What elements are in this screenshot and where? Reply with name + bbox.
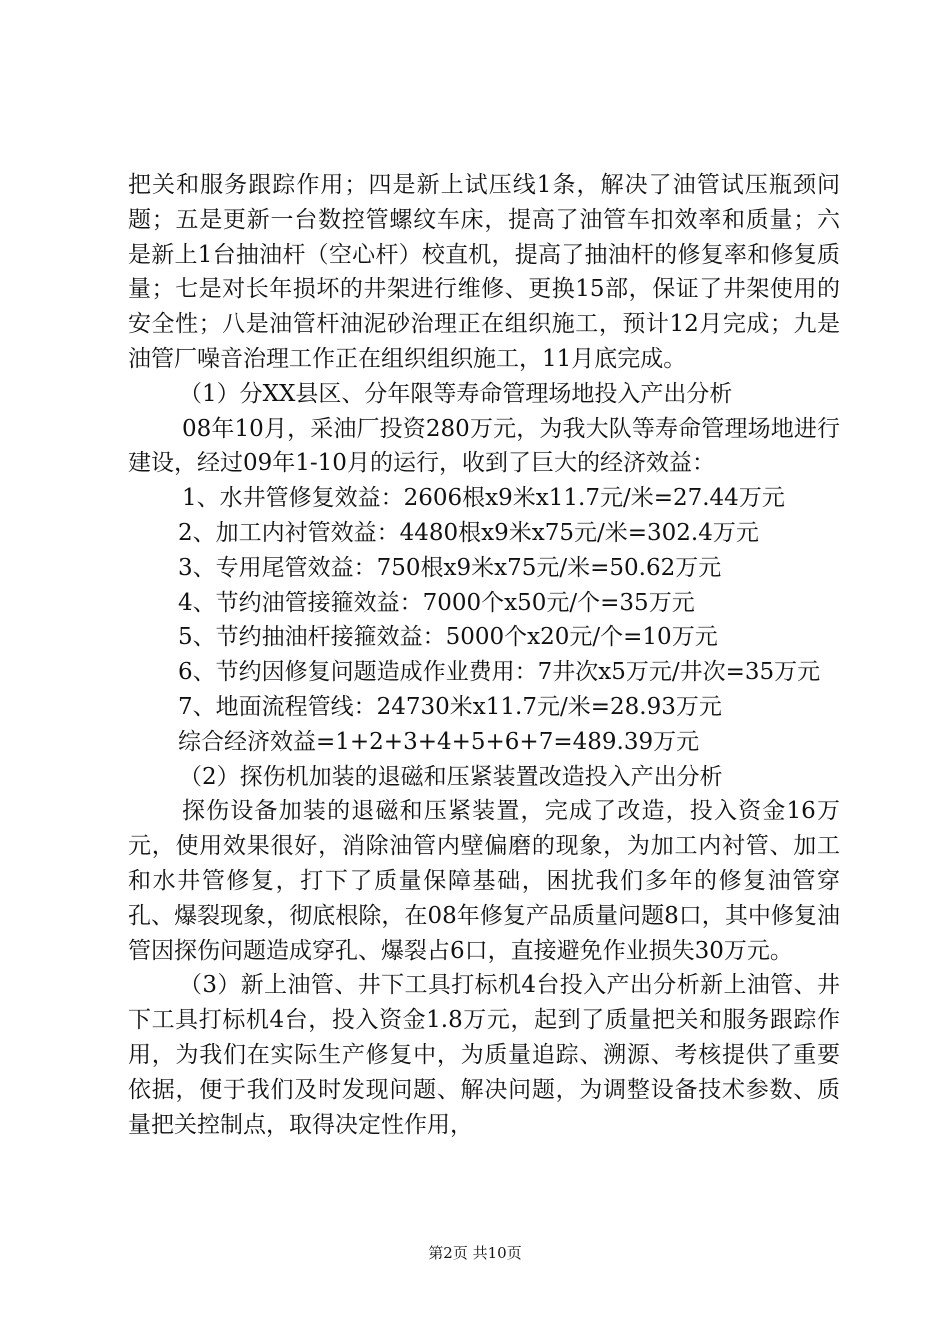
paragraph-investment: 08年10月，采油厂投资280万元，为我大队等寿命管理场地进行建设，经过09年1-10月的运行，收到了巨大的经济效益： (128, 415, 840, 477)
list-item: 3、专用尾管效益：750根x9米x75元/米=50.62万元 (178, 554, 722, 581)
list-item: 6、节约因修复问题造成作业费用：7井次x5万元/井次=35万元 (178, 659, 821, 686)
list-item: 2、加工内衬管效益：4480根x9米x75元/米=302.4万元 (178, 519, 759, 546)
paragraph-continuation: 把关和服务跟踪作用；四是新上试压线1条，解决了油管试压瓶颈问题；五是更新一台数控管螺纹车床，提高了油管车扣效率和质量；六是新上1台抽油杆（空心杆）校直机，提高了抽油杆的修复率和修复质量；七是对长年损坏的井架进行维修、更换15部，保证了井架使用的安全性；八是油管杆油泥砂治理正在组织施工，预计12月完成；九是油管厂噪音治理工作正在组织组织施工，11月底完成。 (128, 172, 840, 372)
list-item: 7、地面流程管线：24730米x11.7元/米=28.93万元 (178, 693, 722, 720)
total-benefit: 综合经济效益=1+2+3+4+5+6+7=489.39万元 (178, 728, 700, 755)
paragraph-flaw-detector: 探伤设备加装的退磁和压紧装置，完成了改造，投入资金16万元，使用效果很好，消除油管内壁偏磨的现象，为加工内衬管、加工和水井管修复，打下了质量保障基础，困扰我们多年的修复油管穿孔、爆裂现象，彻底根除，在08年修复产品质量问题8口，其中修复油管因探伤问题造成穿孔、爆裂占6口，直接避免作业损失30万元。 (128, 798, 840, 964)
section-heading-2: （2）探伤机加装的退磁和压紧装置改造投入产出分析 (179, 763, 723, 790)
page-footer: 第2页 共10页 (428, 1244, 522, 1262)
list-item: 5、节约抽油杆接箍效益：5000个x20元/个=10万元 (178, 624, 718, 651)
document-body (128, 168, 840, 1142)
list-item: 4、节约油管接箍效益：7000个x50元/个=35万元 (178, 589, 695, 616)
section-heading-1: （1）分XX县区、分年限等寿命管理场地投入产出分析 (179, 380, 733, 407)
list-item: 1、水井管修复效益：2606根x9米x11.7元/米=27.44万元 (182, 485, 785, 512)
paragraph-marking-machine: （3）新上油管、井下工具打标机4台投入产出分析新上油管、井下工具打标机4台，投入资金1.8万元，起到了质量把关和服务跟踪作用，为我们在实际生产修复中，为质量追踪、溯源、考核提供了重要依据，便于我们及时发现问题、解决问题，为调整设备技术参数、质量把关控制点，取得决定性作用， (128, 972, 840, 1138)
